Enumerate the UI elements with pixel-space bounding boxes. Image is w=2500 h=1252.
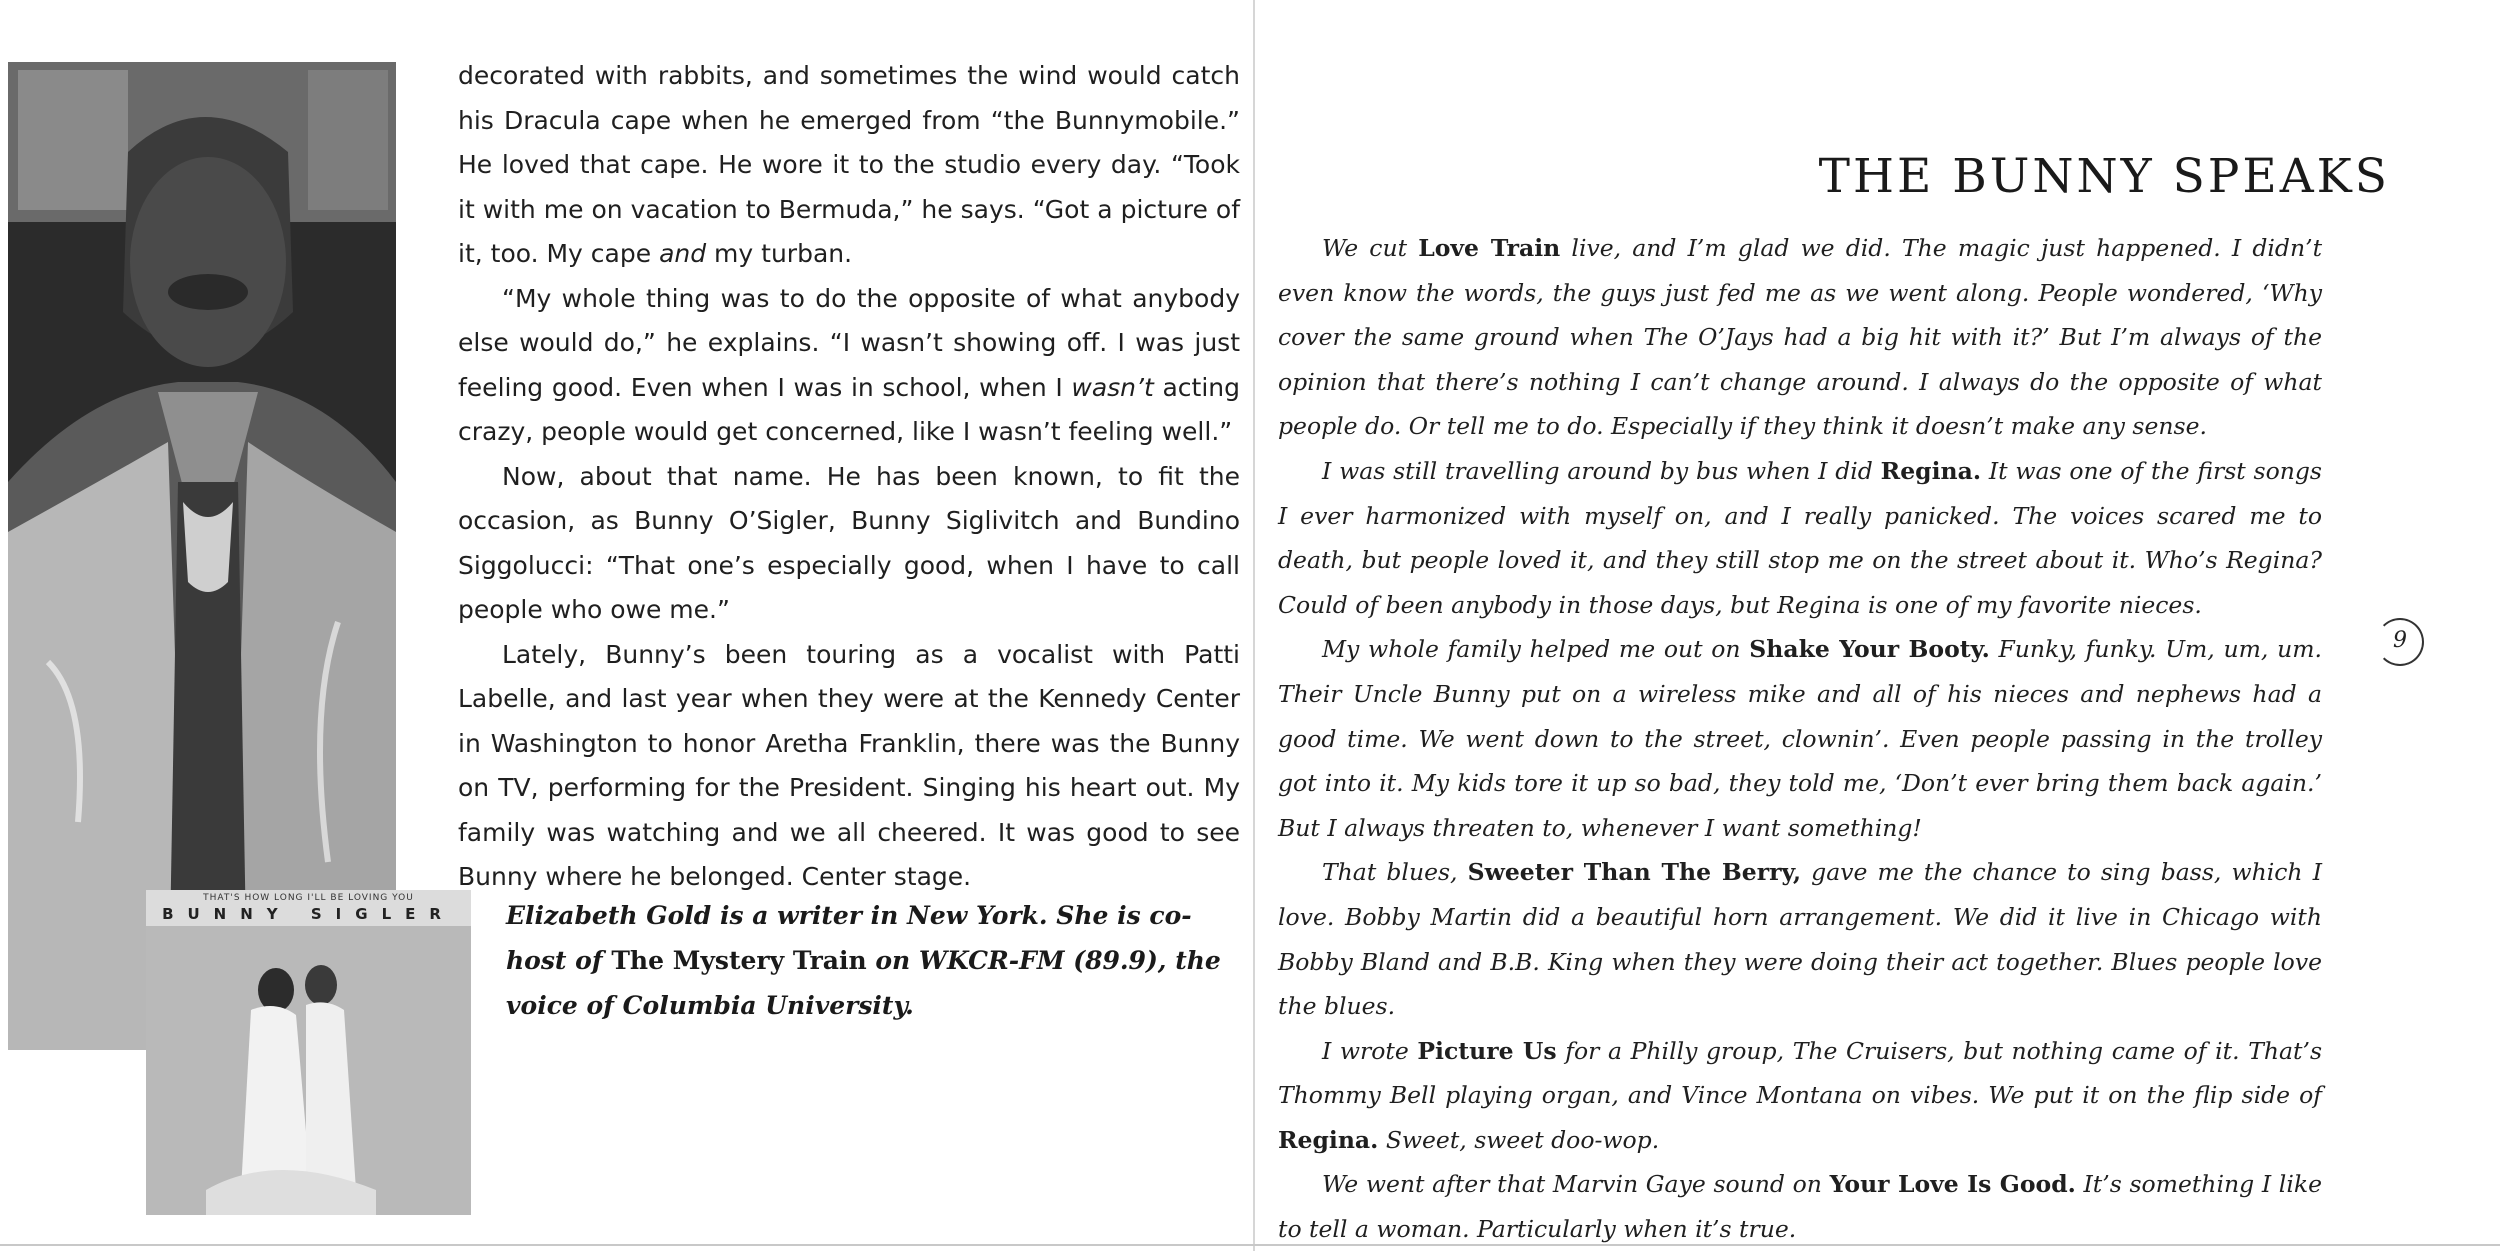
page-number: 9 (2376, 618, 2424, 666)
paragraph (458, 455, 1240, 633)
album-tagline: THAT'S HOW LONG I'LL BE LOVING YOU (203, 893, 414, 903)
text-run: We went after that Marvin Gaye sound on (1322, 1170, 1830, 1199)
text-run: That blues, (1322, 858, 1468, 887)
song-title: Shake Your Booty. (1749, 635, 1990, 664)
text-run: my turban. (706, 239, 853, 268)
album-cover-image (146, 890, 471, 1215)
text-run: “My whole thing was to do the opposite of what anybody else would do,” he explains. “I wasn’t showing off. I was just feeling good. Even when I was in school, when I (458, 283, 1240, 402)
paragraph (1278, 449, 2322, 627)
text-run: I was still travelling around by bus when I did (1322, 456, 1881, 485)
page-fold (1253, 0, 1255, 1251)
song-title: Picture Us (1417, 1036, 1557, 1065)
text-run: We cut (1322, 234, 1419, 262)
program-name: The Mystery Train (611, 946, 867, 975)
text-run: Sweet, sweet doo-wop. (1378, 1125, 1660, 1154)
song-title: Sweeter Than The Berry, (1467, 858, 1802, 887)
paragraph (1278, 1162, 2322, 1251)
page-heading: THE BUNNY SPEAKS (1818, 149, 2390, 205)
text-run: acting crazy, people would get concerned, like I wasn’t feeling well.” (458, 372, 1240, 446)
album-title-band (146, 890, 471, 926)
text-run: on WKCR-FM (89.9), the voice of Columbia University. (506, 946, 1221, 1020)
text-run: Lately, Bunny’s been touring as a vocalist with Patti Labelle, and last year when they were at the Kennedy Center in Washington to honor Aretha Franklin, there was the Bunny on TV, performing for the President. Singing his heart out. My family was watching and we all cheered. It was good to see Bunny where he belonged. Center stage. (458, 639, 1240, 891)
song-title: Love Train (1418, 234, 1561, 262)
left-page-body-text (458, 54, 1240, 900)
text-run: live, and I’m glad we did. The magic just happened. I didn’t even know the words, the guys just fed me as we went along. People wondered, ‘Why cover the same ground when The O’Jays had a big hit with it?’ But I’m always of the opinion that there’s nothing I can’t change around. I always do the opposite of what people do. Or tell me to do. Especially if they think it doesn’t make any sense. (1278, 234, 2323, 441)
paragraph (458, 277, 1240, 455)
album-artist: BUNNY SIGLER (162, 905, 455, 923)
song-title: Regina. (1880, 456, 1982, 485)
song-title: Your Love Is Good. (1829, 1170, 2076, 1199)
paragraph (1278, 627, 2322, 850)
author-credit (506, 893, 1246, 1028)
text-run: I wrote (1322, 1036, 1418, 1065)
text-run: It’s something I like to tell a woman. Particularly when it’s true. (1278, 1170, 2322, 1244)
paragraph (458, 633, 1240, 900)
text-run: Now, about that name. He has been known, to fit the occasion, as Bunny O’Sigler, Bunny Siglivitch and Bundino Siggolucci: “That one’s especially good, when I have to call people who owe me.” (458, 461, 1240, 624)
text-run: Elizabeth Gold is a writer in New York. She is co-host of (506, 901, 1192, 975)
paragraph (1278, 850, 2322, 1028)
text-run: gave me the chance to sing bass, which I love. Bobby Martin did a beautiful horn arrangement. We did it live in Chicago with Bobby Bland and B.B. King when they were doing their act together. Blues people love the blues. (1278, 858, 2322, 1021)
right-page-body-text (1278, 226, 2322, 1252)
paragraph (1278, 226, 2322, 449)
text-run: It was one of the first songs I ever harmonized with myself on, and I really panicked. The voices scared me to death, but people loved it, and they still stop me on the street about it. Who’s Regina? Could of been anybody in those days, but Regina is one of my favorite nieces. (1278, 456, 2322, 619)
paragraph (1278, 1029, 2322, 1163)
text-run: Funky, funky. Um, um, um. Their Uncle Bunny put on a wireless mike and all of his nieces and nephews had a good time. We went down to the street, clownin’. Even people passing in the trolley got into it. My kids tore it up so bad, they told me, ‘Don’t ever bring them back again.’ But I always threaten to, whenever I want something! (1278, 635, 2322, 842)
text-run: My whole family helped me out on (1322, 635, 1750, 664)
paragraph (458, 54, 1240, 277)
text-run: decorated with rabbits, and sometimes the wind would catch his Dracula cape when he emerged from “the Bunnymobile.” He loved that cape. He wore it to the studio every day. “Took it with me on vacation to Bermuda,” he says. “Got a picture of it, too. My cape (458, 61, 1240, 268)
song-title: Regina. (1278, 1125, 1379, 1154)
text-run: for a Philly group, The Cruisers, but nothing came of it. That’s Thommy Bell playing organ, and Vince Montana on vibes. We put it on the flip side of (1278, 1036, 2322, 1110)
emphasis-text: wasn’t (1071, 372, 1154, 402)
emphasis-text: and (659, 239, 707, 268)
